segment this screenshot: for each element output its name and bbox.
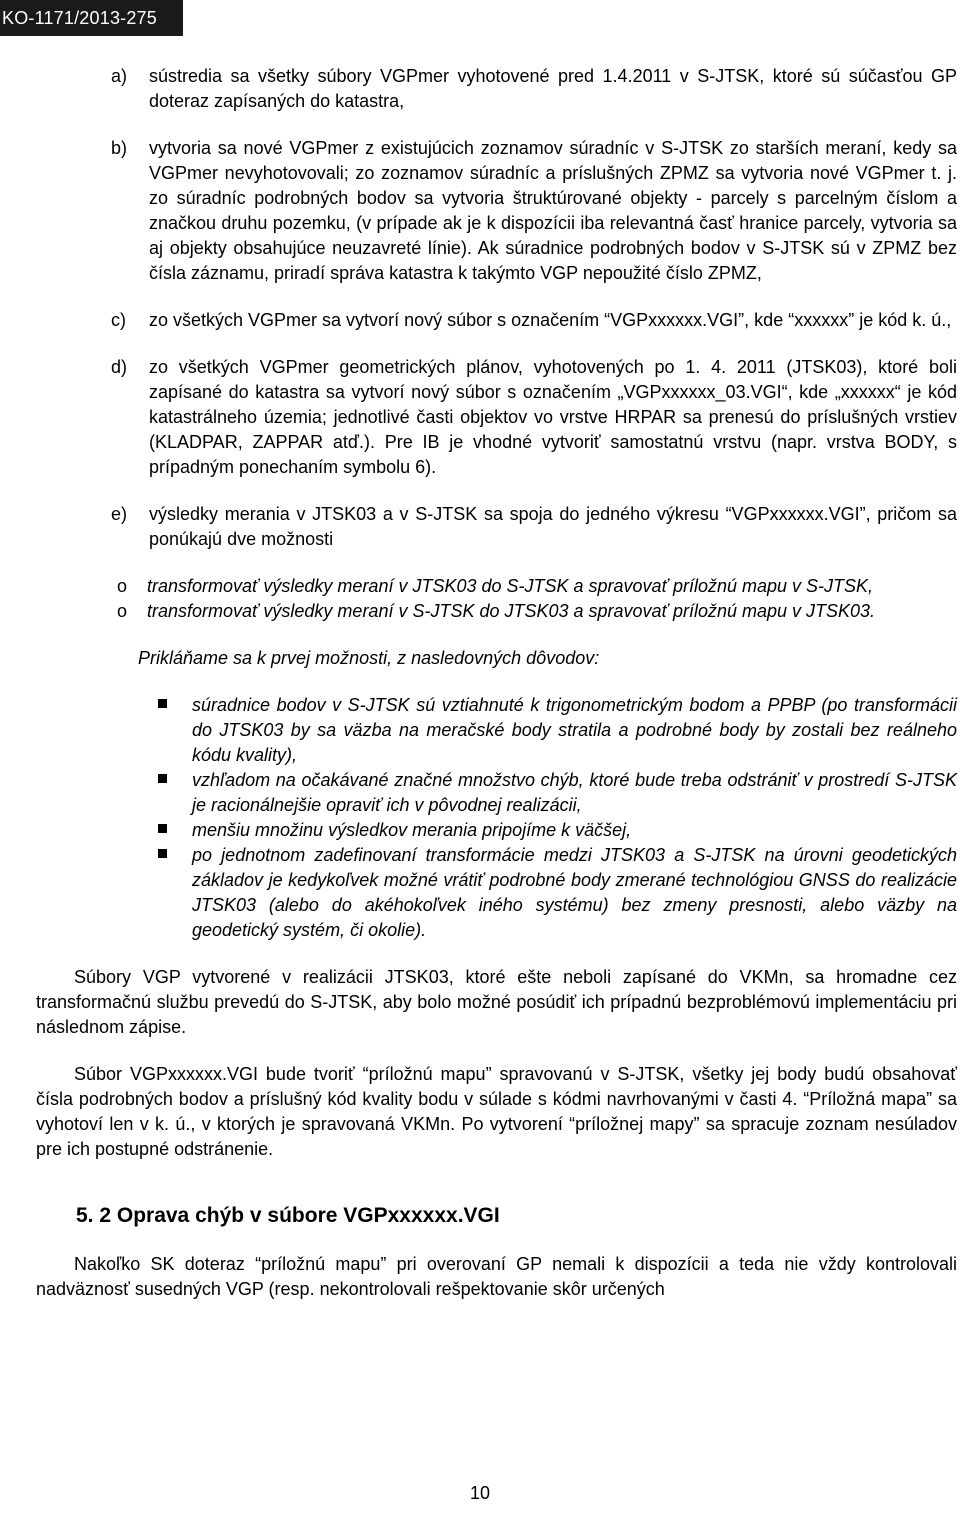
list-label: a) [111,66,128,86]
square-bullet-icon [158,824,167,833]
list-item-c [111,308,957,333]
list-item-e [111,502,957,552]
reason-text: po jednotnom zadefinovaní transformácie medzi JTSK03 a S-JTSK na úrovni geodetických základov je kedykoľvek možné vrátiť podrobné body zmerané technológiou GNSS do realizácie JTSK03 (alebo do akéhokoľvek iného systému) bez zmeny presnosti, alebo väzby na geodetický systém, či okolie). [192,845,957,940]
body-paragraph: Nakoľko SK doteraz “príložnú mapu” pri overovaní GP nemali k dispozícii a teda nie vždy kontrolovali nadväznosť susedných VGP (resp. nekontrolovali rešpektovanie skôr určených [36,1254,957,1299]
list-item-a [111,64,957,114]
document-id-badge: KO-1171/2013-275 [0,0,183,36]
list-label: b) [111,138,128,158]
reason-item [158,693,957,768]
reason-text: menšiu množinu výsledkov merania pripojíme k väčšej, [192,820,632,840]
square-bullet-icon [158,849,167,858]
list-text: sústredia sa všetky súbory VGPmer vyhotovené pred 1.4.2011 v S-JTSK, ktoré sú súčasťou GP doteraz zapísaných do katastra, [149,66,957,111]
body-paragraph: Súbory VGP vytvorené v realizácii JTSK03, ktoré ešte neboli zapísané do VKMn, sa hromadne cez transformačnú službu prevedú do S-JTSK, aby bolo možné posúdiť ich prípadnú bezproblémovú implementáciu pri následnom zápise. [36,967,957,1037]
option-text: transformovať výsledky meraní v JTSK03 do S-JTSK a spravovať príložnú mapu v S-JTSK, [147,576,874,596]
reason-item [158,818,957,843]
option-marker: o [117,601,128,621]
list-label: c) [111,310,126,330]
reasons-list [158,693,957,943]
reasons-intro: Prikláňame sa k prvej možnosti, z nasledovných dôvodov: [138,648,600,668]
list-text: výsledky merania v JTSK03 a v S-JTSK sa spoja do jedného výkresu “VGPxxxxxx.VGI”, pričom sa ponúkajú dve možnosti [149,504,957,549]
reason-item [158,768,957,818]
list-label: e) [111,504,128,524]
page-number: 10 [469,1483,491,1503]
section-heading: 5. 2 Oprava chýb v súbore VGPxxxxxx.VGI [76,1204,500,1227]
list-item-d [111,355,957,480]
reason-item [158,843,957,943]
list-text: zo všetkých VGPmer sa vytvorí nový súbor s označením “VGPxxxxxx.VGI”, kde “xxxxxx” je kód k. ú., [149,310,952,330]
list-label: d) [111,357,128,377]
option-item [117,599,957,624]
option-item [117,574,957,599]
list-text: zo všetkých VGPmer geometrických plánov, vyhotovených po 1. 4. 2011 (JTSK03), ktoré boli zapísané do katastra sa vytvorí nový súbor s označením „VGPxxxxxx_03.VGI“, kde „xxxxxx“ je kód katastrálneho územia; jednotlivé časti objektov vo vrstve HRPAR sa prenesú do príslušných vrstiev (KLADPAR, ZAPPAR atď.). Pre IB je vhodné vytvoriť samostatnú vrstvu (napr. vrstva BODY, s prípadným ponechaním symbolu 6). [149,357,957,477]
page-body [36,64,957,1302]
list-text: vytvoria sa nové VGPmer z existujúcich zoznamov súradníc v S-JTSK zo starších meraní, kedy sa VGPmer nevyhotovovali; zo zoznamov súradníc a príslušných ZPMZ sa vytvoria nové VGPmer t. j. zo súradníc podrobných bodov sa vytvoria štruktúrované objekty - parcely s parcelným číslom a značkou druhu pozemku, (v prípade ak je k dispozícii iba relevantná časť hranice parcely, vytvoria sa aj objekty obsahujúce neuzavreté línie). Ak súradnice podrobných bodov v S-JTSK sú v ZPMZ bez čísla záznamu, priradí správa katastra k takýmto VGP nepoužité číslo ZPMZ, [149,138,957,283]
list-item-b [111,136,957,286]
body-paragraph: Súbor VGPxxxxxx.VGI bude tvoriť “príložnú mapu” spravovanú v S-JTSK, všetky jej body budú obsahovať čísla podrobných bodov a príslušný kód kvality bodu v súlade s kódmi navrhovanými v časti 4. “Príložná mapa” sa vyhotoví len v k. ú., v ktorých je spravovaná VKMn. Po vytvorení “príložnej mapy” sa spracuje zoznam nesúladov pre ich postupné odstránenie. [36,1064,957,1159]
option-text: transformovať výsledky meraní v S-JTSK do JTSK03 a spravovať príložnú mapu v JTSK03. [147,601,876,621]
square-bullet-icon [158,774,167,783]
square-bullet-icon [158,699,167,708]
reason-text: súradnice bodov v S-JTSK sú vztiahnuté k trigonometrickým bodom a PPBP (po transformácii do JTSK03 by sa väzba na meračské body stratila a podrobné body by zostali bez reálneho kódu kvality), [192,695,957,765]
option-marker: o [117,576,128,596]
reason-text: vzhľadom na očakávané značné množstvo chýb, ktoré bude treba odstrániť v prostredí S-JTSK je racionálnejšie opraviť ich v pôvodnej realizácii, [192,770,957,815]
